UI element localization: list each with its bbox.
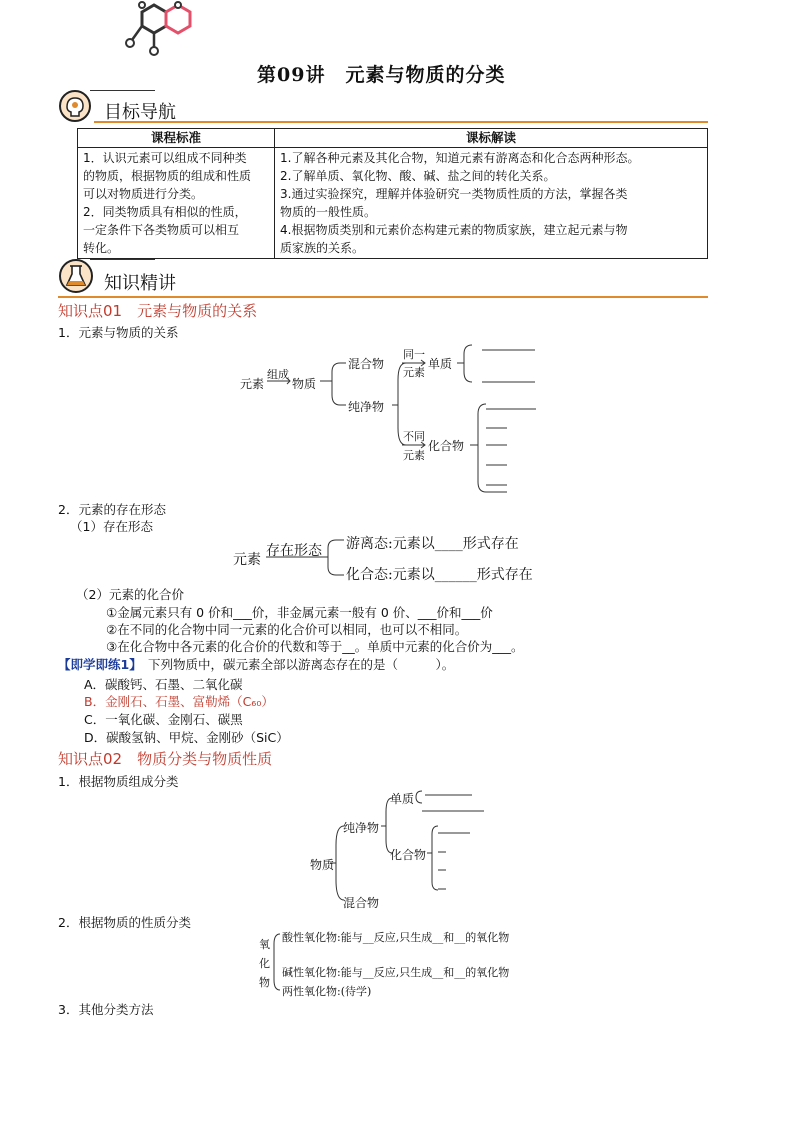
d1-diff-top: 不同	[403, 430, 425, 443]
kp1-rule-3: ③在化合物中各元素的化合价的代数和等于__。单质中元素的化合价为___。	[106, 639, 524, 654]
kp1-sub1: （1）存在形态	[70, 519, 153, 534]
section-rule-top	[90, 90, 155, 91]
practice-option-a: A．碳酸钙、石墨、二氧化碳	[84, 677, 243, 692]
d2-combined: 化合态:元素以______形式存在	[346, 567, 533, 583]
d2-exist: 存在形态	[266, 543, 322, 559]
standard-line: 2．同类物质具有相似的性质，	[83, 205, 247, 219]
d2-element: 元素	[233, 552, 261, 568]
standard-line: 一定条件下各类物质可以相互	[83, 223, 240, 237]
standard-line: 可以对物质进行分类。	[83, 187, 204, 201]
practice-option-d: D．碳酸氢钠、甲烷、金刚砂（SiC）	[84, 730, 289, 745]
d1-simple: 单质	[428, 357, 453, 371]
molecule-logo-icon	[118, 0, 198, 60]
page-title: 第09讲 元素与物质的分类	[257, 64, 506, 86]
practice-question: 下列物质中，碳元素全部以游离态存在的是（ ）。	[148, 657, 455, 672]
d4-label-char: 物	[259, 976, 270, 989]
standard-line: 转化。	[83, 241, 120, 255]
d4-label-char: 氧	[259, 938, 270, 951]
interpretation-line: 4.根据物质类别和元素价态构建元素的物质家族，建立起元素与物	[280, 223, 628, 237]
goal-section-rule	[94, 121, 708, 123]
standard-line: 1．认识元素可以组成不同种类	[83, 151, 247, 165]
standard-cell	[78, 148, 275, 259]
d1-pure: 纯净物	[348, 400, 385, 414]
kp1-item2: 2．元素的存在形态	[58, 502, 166, 517]
course-standard-table	[77, 128, 708, 259]
d1-same-bottom: 元素	[403, 366, 425, 379]
d4-basic: 碱性氧化物:能与__反应,只生成__和__的氧化物	[282, 966, 510, 979]
kp2-item2: 2．根据物质的性质分类	[58, 915, 191, 930]
brain-target-icon	[58, 89, 92, 123]
d3-matter: 物质	[310, 858, 335, 872]
d3-mixture: 混合物	[343, 896, 380, 910]
d1-compose: 组成	[267, 368, 289, 381]
kp2-item3: 3．其他分类方法	[58, 1002, 154, 1017]
interpretation-line: 1.了解各种元素及其化合物，知道元素有游离态和化合态两种形态。	[280, 151, 640, 165]
d4-acidic: 酸性氧化物:能与__反应,只生成__和__的氧化物	[282, 931, 510, 944]
interpretation-line: 物质的一般性质。	[280, 205, 377, 219]
d4-amphoteric: 两性氧化物:(待学)	[282, 985, 372, 998]
kp1-rule-1: ①金属元素只有 0 价和___价，非金属元素一般有 0 价、___价和___价	[106, 605, 493, 620]
interpretation-line: 质家族的关系。	[280, 241, 365, 255]
knowledge-section-rule	[58, 296, 708, 298]
d3-pure: 纯净物	[343, 821, 380, 835]
interpretation-line: 3.通过实验探究，理解并体验研究一类物质性质的方法，掌握各类	[280, 187, 628, 201]
standard-line: 的物质，根据物质的组成和性质	[83, 169, 252, 183]
d1-mixture: 混合物	[348, 357, 385, 371]
practice-tag: 【即学即练1】	[58, 657, 142, 672]
kp2-title: 知识点02 物质分类与物质性质	[58, 750, 273, 768]
d2-free: 游离态:元素以____形式存在	[346, 536, 519, 552]
d1-element: 元素	[240, 377, 265, 391]
d3-simple: 单质	[390, 792, 415, 806]
kp2-item1: 1．根据物质组成分类	[58, 774, 179, 789]
d1-diff-bottom: 元素	[403, 449, 425, 462]
interpretation-line: 2.了解单质、氧化物、酸、碱、盐之间的转化关系。	[280, 169, 556, 183]
kp1-title: 知识点01 元素与物质的关系	[58, 302, 258, 320]
section-rule-top	[90, 259, 155, 260]
practice-option-c: C．一氧化碳、金刚石、碳黑	[84, 712, 243, 727]
d4-label-char: 化	[259, 957, 270, 970]
table-header-standard: 课程标准	[78, 129, 275, 148]
d1-matter: 物质	[292, 377, 317, 391]
d1-same-top: 同一	[403, 348, 425, 361]
table-header-interpretation: 课标解读	[275, 129, 708, 148]
kp1-rule-2: ②在不同的化合物中同一元素的化合价可以相同，也可以不相同。	[106, 622, 468, 637]
kp1-item1: 1．元素与物质的关系	[58, 325, 179, 340]
interpretation-cell	[275, 148, 708, 259]
flask-icon	[58, 258, 94, 294]
d1-compound: 化合物	[428, 439, 465, 453]
knowledge-section-title: 知识精讲	[104, 273, 176, 294]
practice-option-b: B．金刚石、石墨、富勒烯（C₆₀）	[84, 694, 274, 709]
kp1-sub2: （2）元素的化合价	[76, 587, 184, 602]
goal-section-title: 目标导航	[104, 102, 176, 123]
d3-compound: 化合物	[390, 848, 427, 862]
